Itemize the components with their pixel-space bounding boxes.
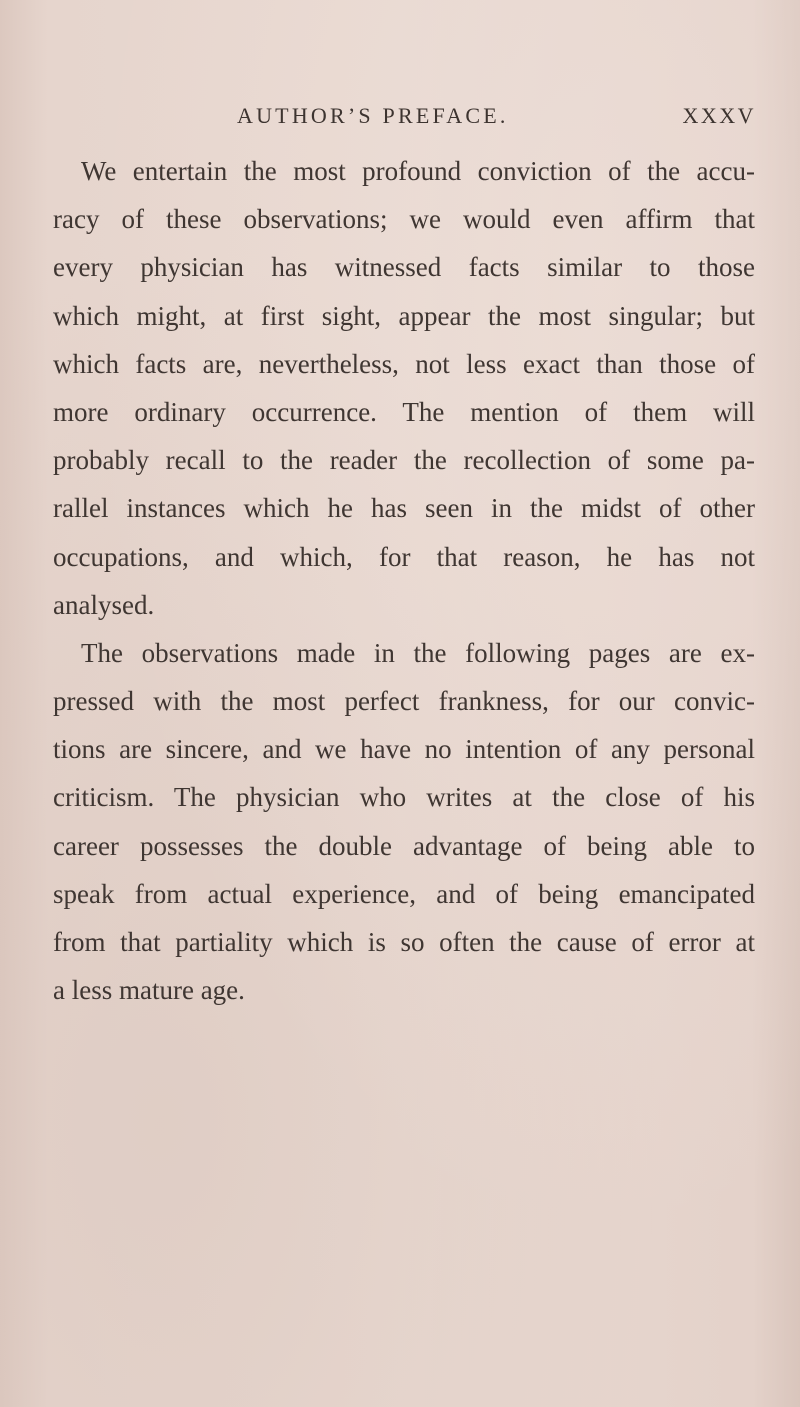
text-line: criticism. The physician who writes at the close of his [53,782,755,813]
running-title: AUTHOR’S PREFACE. [237,103,509,128]
page-number: XXXV [682,103,756,128]
text-line: which facts are, nevertheless, not less exact than those of [53,348,755,379]
text-line: occupations, and which, for that reason, he has not [53,541,755,572]
text-line: The observations made in the following pages are ex- [81,637,755,668]
text-line: racy of these observations; we would even affirm that [53,204,755,235]
text-line: every physician has witnessed facts similar to those [53,252,755,283]
text-line: pressed with the most perfect frankness, for our convic- [53,686,755,717]
text-line: a less mature age. [53,975,245,1006]
text-line: analysed. [53,589,155,620]
text-line: career possesses the double advantage of being able to [53,830,755,861]
text-line: more ordinary occurrence. The mention of them will [53,396,755,427]
text-line: tions are sincere, and we have no intention of any personal [53,734,755,765]
body-text [53,147,755,1014]
running-head [0,103,800,139]
text-line: probably recall to the reader the recollection of some pa- [53,445,755,476]
text-line: speak from actual experience, and of being emancipated [53,878,755,909]
text-line: which might, at first sight, appear the most singular; but [53,300,755,331]
text-line: from that partiality which is so often the cause of error at [53,927,755,957]
text-line: We entertain the most profound conviction of the accu- [81,156,755,186]
paragraph-2 [53,629,755,1015]
paragraph-1 [53,147,755,629]
text-line: rallel instances which he has seen in the midst of other [53,493,755,524]
